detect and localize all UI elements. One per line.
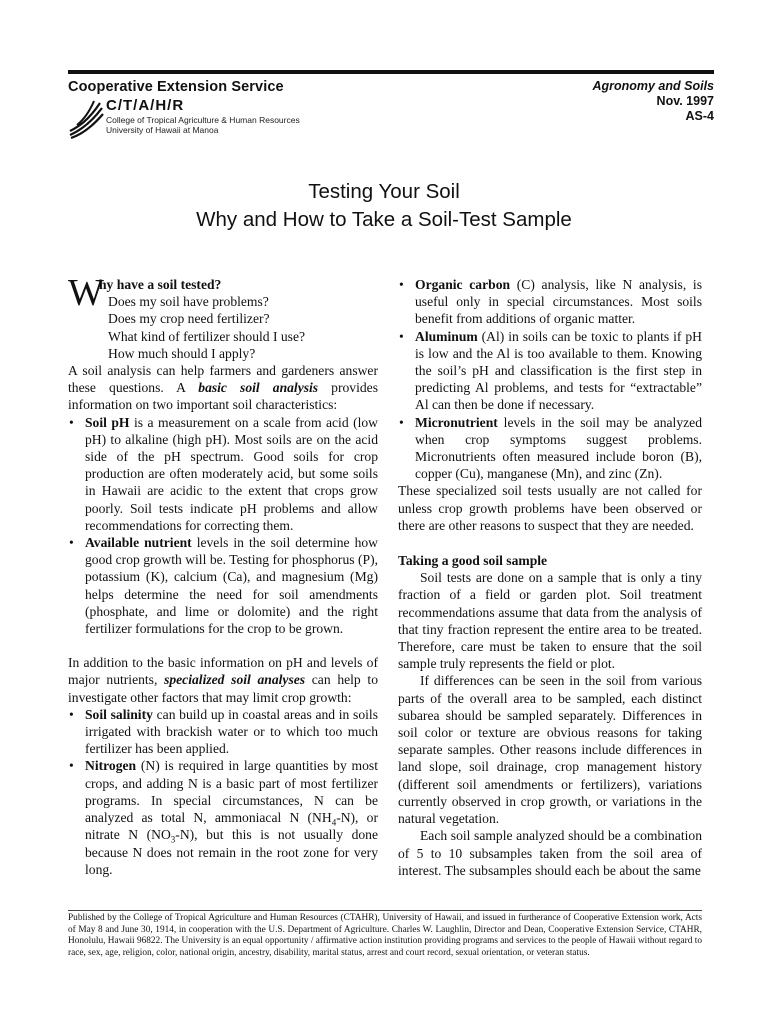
list-item [398, 328, 702, 414]
list-item-text: levels in the soil determine how good crop growth will be. Testing for phosphorus (P), potassium (K), calcium (Ca), and magnesium (Mg) helps determine the need for soil amendments (phosphate, and lime or dolomite) and the right fertilizer formulations for the crop to be grown. [85, 535, 378, 637]
question-3: Does my crop need fertilizer? [108, 311, 270, 327]
intro-paragraph [68, 362, 378, 414]
logo-swoosh-icon [68, 97, 104, 139]
logo-college-name: College of Tropical Agriculture & Human Resources [106, 115, 300, 125]
paragraph-text-end: can help to investigate other factors that may limit crop growth: [68, 672, 378, 705]
footer-rule [68, 910, 702, 911]
list-item-text: (N) is required in large quantities by most crops, and adding N is a basic part of most fertilizer programs. In special circumstances, N can be analyzed as total N, ammoniacal N (NH [85, 758, 378, 826]
specialized-analysis-list-continued [398, 276, 702, 482]
body-paragraph: Soil tests are done on a sample that is only a tiny fraction of a field or garden plot. Soil treatment recommendations assume that data from the analysis of that tiny fraction represent the entire area to be treated. Therefore, care must be taken to ensure that the soil sample truly represents the field or plot. [398, 570, 702, 672]
body-paragraph: Each soil sample analyzed should be a combination of 5 to 10 subsamples taken from the soil area of interest. The subsamples should each be about the same [398, 828, 702, 878]
question-2: Does my soil have problems? [108, 294, 269, 310]
footer-publication-notice: Published by the College of Tropical Agriculture and Human Resources (CTAHR), University of Hawaii, and issued in furtherance of Cooperative Extension work, Acts of May 8 and June 30, 1914, in cooperation with the U.S. Department of Agriculture. Charles W. Laughlin, Director and Dean, Cooperative Extension Service, CTAHR, Honolulu, Hawaii 96822. The University is an equal opportunity / affirmative action institution providing programs and services to the people of Hawaii without regard to race, sex, age, religion, color, national origin, ancestry, disability, marital status, arrest and court record, sexual orientation, or veteran status. [68, 913, 702, 958]
list-item-text: -N), or nitrate N (NO [85, 810, 378, 843]
list-item-text: -N), but this is not usually done because N does not remain in the root zone for very long. [85, 827, 378, 877]
series-name: Agronomy and Soils [592, 79, 714, 93]
intro-text-end: provides information on two important soil characteristics: [68, 380, 378, 413]
list-item-term: Nitrogen [85, 758, 137, 774]
subscript: 4 [331, 817, 337, 828]
drop-cap: W [68, 272, 104, 314]
intro-questions [68, 272, 378, 362]
specialized-paragraph [68, 654, 378, 706]
list-item [398, 414, 702, 483]
publication-date: Nov. 1997 [656, 94, 714, 108]
list-item-term: Aluminum [415, 328, 478, 344]
publication-code: AS-4 [685, 109, 714, 123]
list-item-text: is a measurement on a scale from acid (low pH) to alkaline (high pH). Most soils are on the acid side of the pH spectrum. Good soils for crop production are often moderately acid, but some soils in Hawaii are acidic to the extent that crops grow poorly. Soil tests indicate pH problems and allow recommendations for correcting them. [85, 414, 378, 533]
list-item [68, 757, 378, 877]
logo-university-name: University of Hawaii at Manoa [106, 125, 219, 135]
question-1: hy have a soil tested? [99, 277, 222, 292]
question-5: How much should I apply? [108, 345, 256, 361]
list-item-text: can build up in coastal areas and in soils irrigated with brackish water or to which too much fertilizer has been applied. [85, 706, 378, 757]
list-item-term: Soil pH [85, 414, 130, 430]
question-4: What kind of fertilizer should I use? [108, 328, 306, 344]
specialized-summary-paragraph: These specialized soil tests usually are not called for unless crop growth problems have been observed or there are other reasons to suspect that they are needed. [398, 483, 702, 533]
list-item-term: Organic carbon [415, 277, 511, 292]
list-item [68, 706, 378, 758]
publication-info [592, 79, 714, 124]
specialized-term: specialized soil analyses [164, 672, 306, 688]
logo-wordmark: C/T/A/H/R [106, 97, 185, 114]
basic-analysis-list [68, 414, 378, 638]
page-subtitle: Why and How to Take a Soil-Test Sample [196, 208, 572, 231]
list-item-text: levels in the soil may be analyzed when crop symptoms suggest problems. Micronutrients often measured include boron (B), copper (Cu), manganese (Mn), and zinc (Zn). [415, 414, 702, 482]
list-item-text: (Al) in soils can be toxic to plants if pH is low and the Al is too available to them. Knowing the soil’s pH and classification is the first step in predicting Al problems, and tests for “extractable” Al can then be done if necessary. [415, 328, 702, 413]
section-heading: Taking a good soil sample [398, 553, 548, 569]
paragraph-text: In addition to the basic information on pH and levels of major nutrients, [68, 655, 378, 688]
list-item [68, 414, 378, 534]
right-column [398, 276, 702, 879]
page-title: Testing Your Soil [308, 180, 460, 203]
header-rule [68, 70, 714, 74]
body-paragraph: If differences can be seen in the soil from various parts of the overall area to be sampled, each distinct subarea should be sampled separately. Differences in soil color or texture are obvious reasons for taking separate samples. Other reasons include differences in land slope, soil drainage, crop management history (different soil amendments or fertilizers), variations currently observed in crop growth, or variations in the natural vegetation. [398, 673, 702, 827]
list-item-term: Soil salinity [85, 706, 153, 722]
list-item [68, 534, 378, 637]
list-item-text: (C) analysis, like N analysis, is useful only in special circumstances. Most soils benefit from additions of organic matter. [415, 277, 702, 327]
list-item-term: Micronutrient [415, 414, 498, 430]
left-column [68, 272, 378, 878]
specialized-analysis-list [68, 706, 378, 878]
intro-term: basic soil analysis [198, 380, 319, 396]
list-item-term: Available nutrient [85, 535, 192, 551]
subscript: 3 [170, 835, 176, 846]
list-item [398, 276, 702, 328]
ctahr-logo [68, 97, 298, 139]
intro-text: A soil analysis can help farmers and gardeners answer these questions. A [68, 363, 378, 396]
organization-name: Cooperative Extension Service [68, 79, 284, 95]
